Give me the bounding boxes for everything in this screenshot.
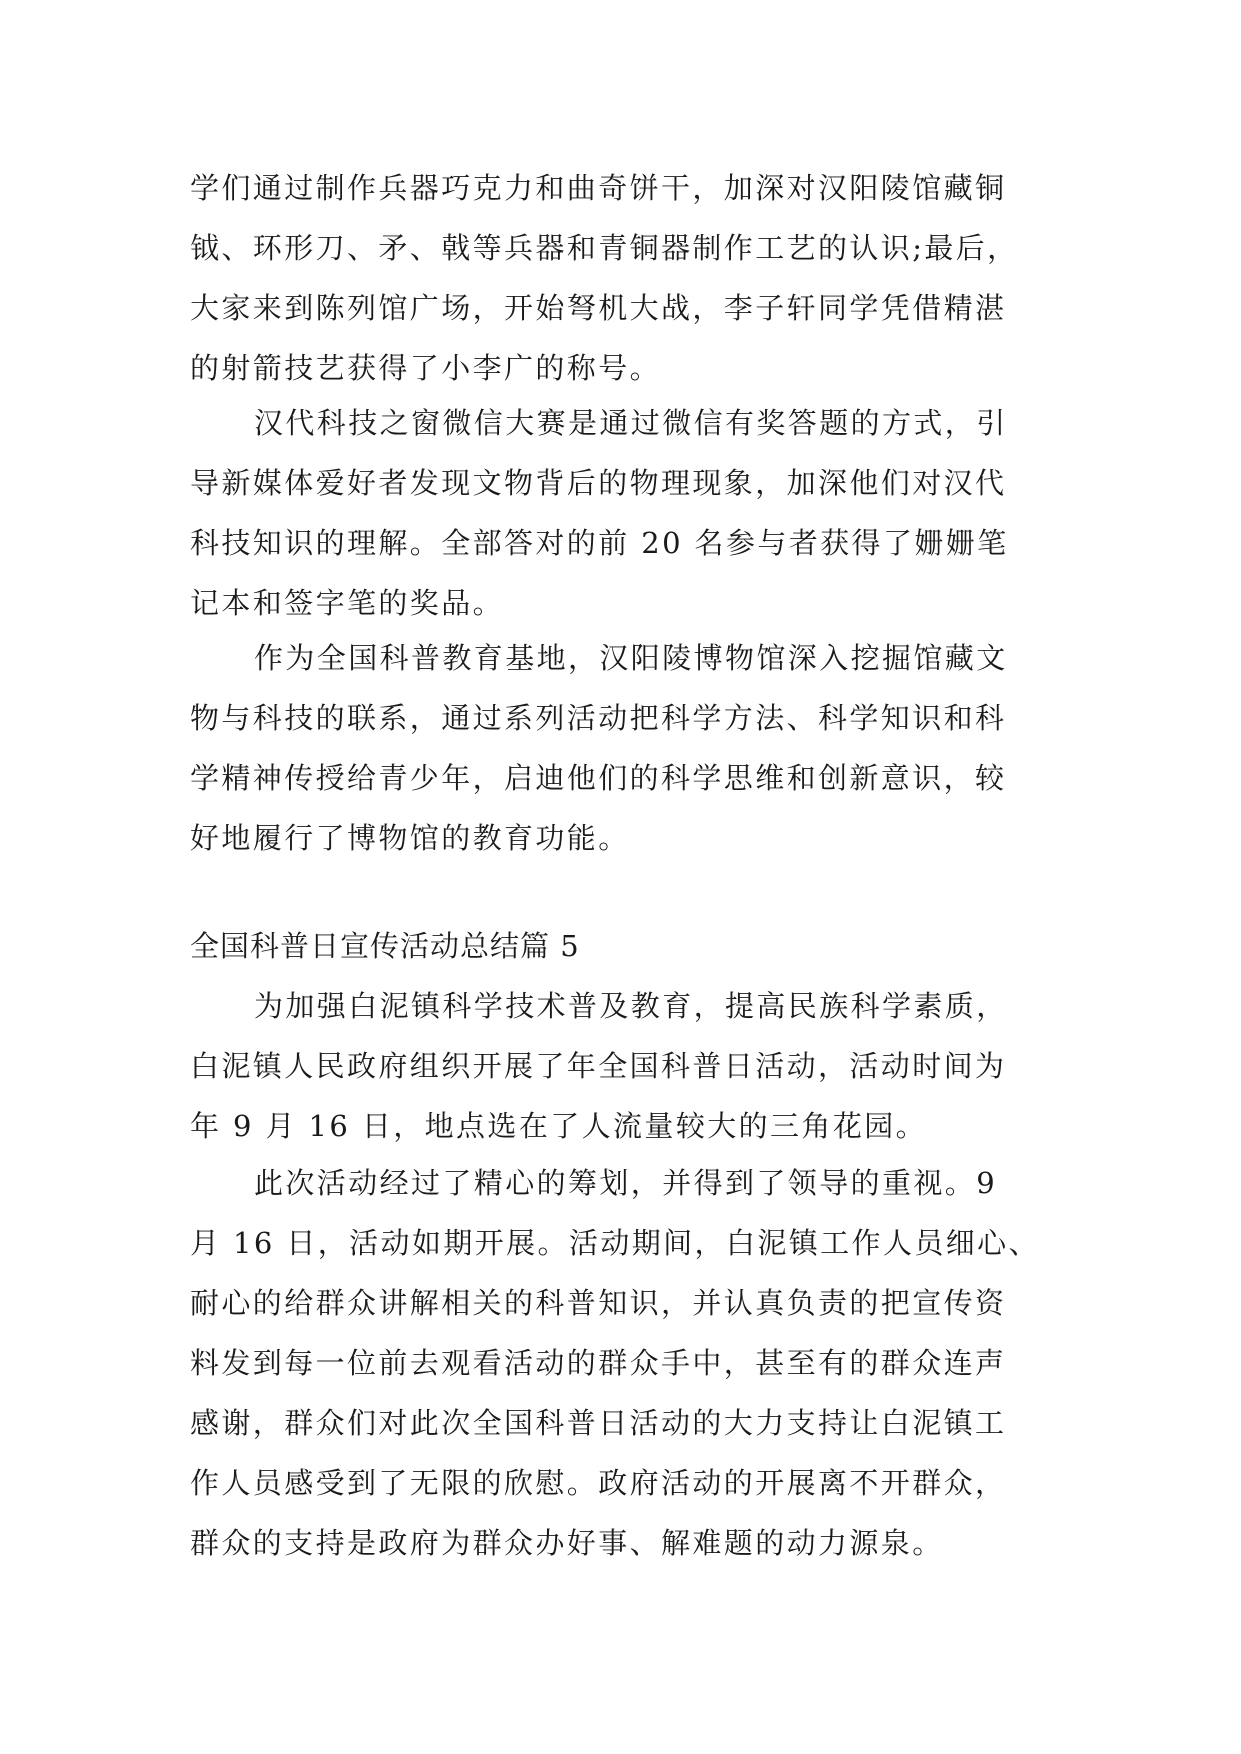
paragraph-line: 大家来到陈列馆广场，开始弩机大战，李子轩同学凭借精湛 <box>190 291 1007 325</box>
paragraph-line: 月 16 日，活动如期开展。活动期间，白泥镇工作人员细心、 <box>190 1226 1040 1260</box>
paragraph-line: 耐心的给群众讲解相关的科普知识，并认真负责的把宣传资 <box>190 1286 1007 1320</box>
paragraph-line: 年 9 月 16 日，地点选在了人流量较大的三角花园。 <box>190 1109 928 1143</box>
paragraph-line: 感谢，群众们对此次全国科普日活动的大力支持让白泥镇工 <box>190 1406 1007 1440</box>
paragraph-line: 为加强白泥镇科学技术普及教育，提高民族科学素质， <box>254 989 1008 1023</box>
paragraph-line: 作人员感受到了无限的欣慰。政府活动的开展离不开群众， <box>190 1466 1007 1500</box>
paragraph-line: 记本和签字笔的奖品。 <box>190 586 505 620</box>
paragraph-line: 物与科技的联系，通过系列活动把科学方法、科学知识和科 <box>190 701 1007 735</box>
paragraph-education-base <box>190 628 1060 868</box>
paragraph-line: 的射箭技艺获得了小李广的称号。 <box>190 351 662 385</box>
paragraph-line: 学们通过制作兵器巧克力和曲奇饼干，加深对汉阳陵馆藏铜 <box>190 171 1007 205</box>
paragraph-line: 群众的支持是政府为群众办好事、解难题的动力源泉。 <box>190 1526 944 1560</box>
paragraph-line: 学精神传授给青少年，启迪他们的科学思维和创新意识，较 <box>190 761 1007 795</box>
paragraph-crafts-activity <box>190 158 1060 398</box>
paragraph-activity-details <box>190 1153 1060 1573</box>
paragraph-wechat-contest <box>190 393 1060 633</box>
paragraph-line: 汉代科技之窗微信大赛是通过微信有奖答题的方式，引 <box>254 406 1008 440</box>
paragraph-line: 钺、环形刀、矛、戟等兵器和青铜器制作工艺的认识;最后， <box>190 231 1019 265</box>
paragraph-line: 此次活动经过了精心的筹划，并得到了领导的重视。9 <box>254 1166 998 1200</box>
paragraph-line: 导新媒体爱好者发现文物背后的物理现象，加深他们对汉代 <box>190 466 1007 500</box>
paragraph-line: 白泥镇人民政府组织开展了年全国科普日活动，活动时间为 <box>190 1049 1007 1083</box>
section-title: 全国科普日宣传活动总结篇 5 <box>190 929 580 963</box>
paragraph-line: 好地履行了博物馆的教育功能。 <box>190 821 630 855</box>
paragraph-town-intro <box>190 976 1060 1156</box>
paragraph-line: 科技知识的理解。全部答对的前 20 名参与者获得了姗姗笔 <box>190 526 1009 560</box>
paragraph-line: 料发到每一位前去观看活动的群众手中，甚至有的群众连声 <box>190 1346 1007 1380</box>
paragraph-line: 作为全国科普教育基地，汉阳陵博物馆深入挖掘馆藏文 <box>254 641 1008 675</box>
